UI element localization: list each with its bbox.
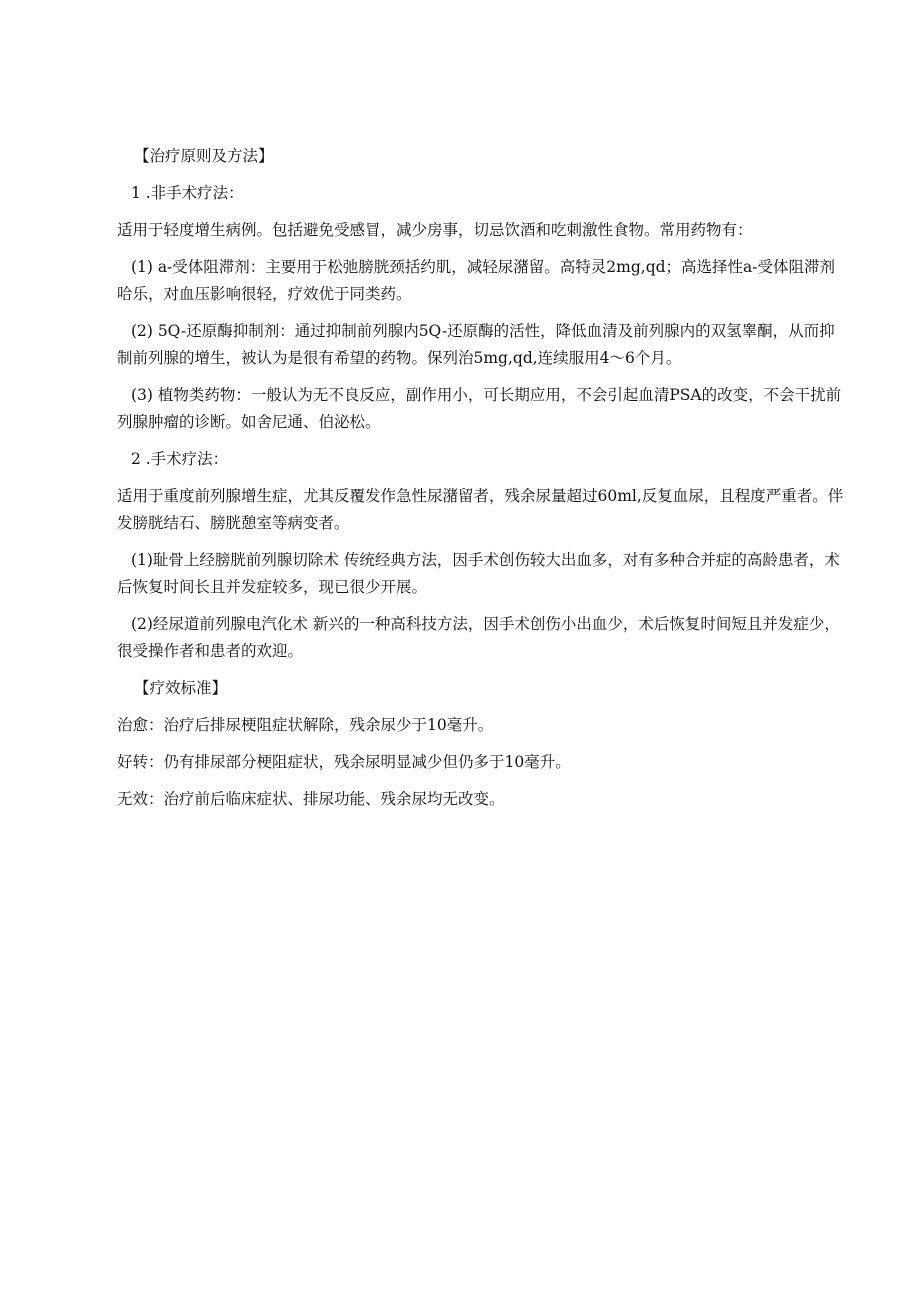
drug-item-1: (1) a-受体阻滞剂：主要用于松弛膀胱颈括约肌，减轻尿潴留。高特灵2mg,qd；高选择性a-受体阻滞剂哈乐，对血压影响很轻，疗效优于同类药。 bbox=[117, 258, 836, 303]
efficacy-heading: 【疗效标准】 bbox=[134, 679, 228, 697]
treatment-heading: 【治疗原则及方法】 bbox=[134, 147, 274, 165]
criterion-cured: 治愈：治疗后排尿梗阻症状解除，残余尿少于10毫升。 bbox=[117, 716, 494, 734]
drug-item-2: (2) 5Q-还原酶抑制剂：通过抑制前列腺内5Q-还原酶的活性，降低血清及前列腺内的双氢睾酮，从而抑制前列腺的增生，被认为是很有希望的药物。保列治5mg,qd,连续服用4～6个月。 bbox=[117, 322, 835, 367]
nonsurgical-heading: 1 .非手术疗法： bbox=[130, 184, 244, 202]
nonsurgical-intro: 适用于轻度增生病例。包括避免受感冒，减少房事，切忌饮酒和吃刺激性食物。常用药物有： bbox=[117, 221, 753, 239]
surgery-item-1: (1)耻骨上经膀胱前列腺切除术 传统经典方法，因手术创伤较大出血多，对有多种合并症的高龄患者，术后恢复时间长且并发症较多，现已很少开展。 bbox=[117, 551, 840, 596]
surgery-item-2: (2)经尿道前列腺电汽化术 新兴的一种高科技方法，因手术创伤小出血少，术后恢复时间短且并发症少，很受操作者和患者的欢迎。 bbox=[117, 615, 840, 660]
surgical-heading: 2 .手术疗法： bbox=[130, 450, 229, 468]
criterion-ineffective: 无效：治疗前后临床症状、排尿功能、残余尿均无改变。 bbox=[117, 790, 505, 808]
criterion-improved: 好转：仍有排尿部分梗阻症状，残余尿明显减少但仍多于10毫升。 bbox=[117, 753, 571, 771]
document-page bbox=[117, 143, 844, 823]
surgical-intro: 适用于重度前列腺增生症，尤其反覆发作急性尿潴留者，残余尿量超过60ml,反复血尿，且程度严重者。伴发膀胱结石、膀胱憩室等病变者。 bbox=[117, 487, 844, 532]
drug-item-3: (3) 植物类药物：一般认为无不良反应，副作用小，可长期应用，不会引起血清PSA的改变，不会干扰前列腺肿瘤的诊断。如舍尼通、伯泌松。 bbox=[117, 386, 842, 431]
